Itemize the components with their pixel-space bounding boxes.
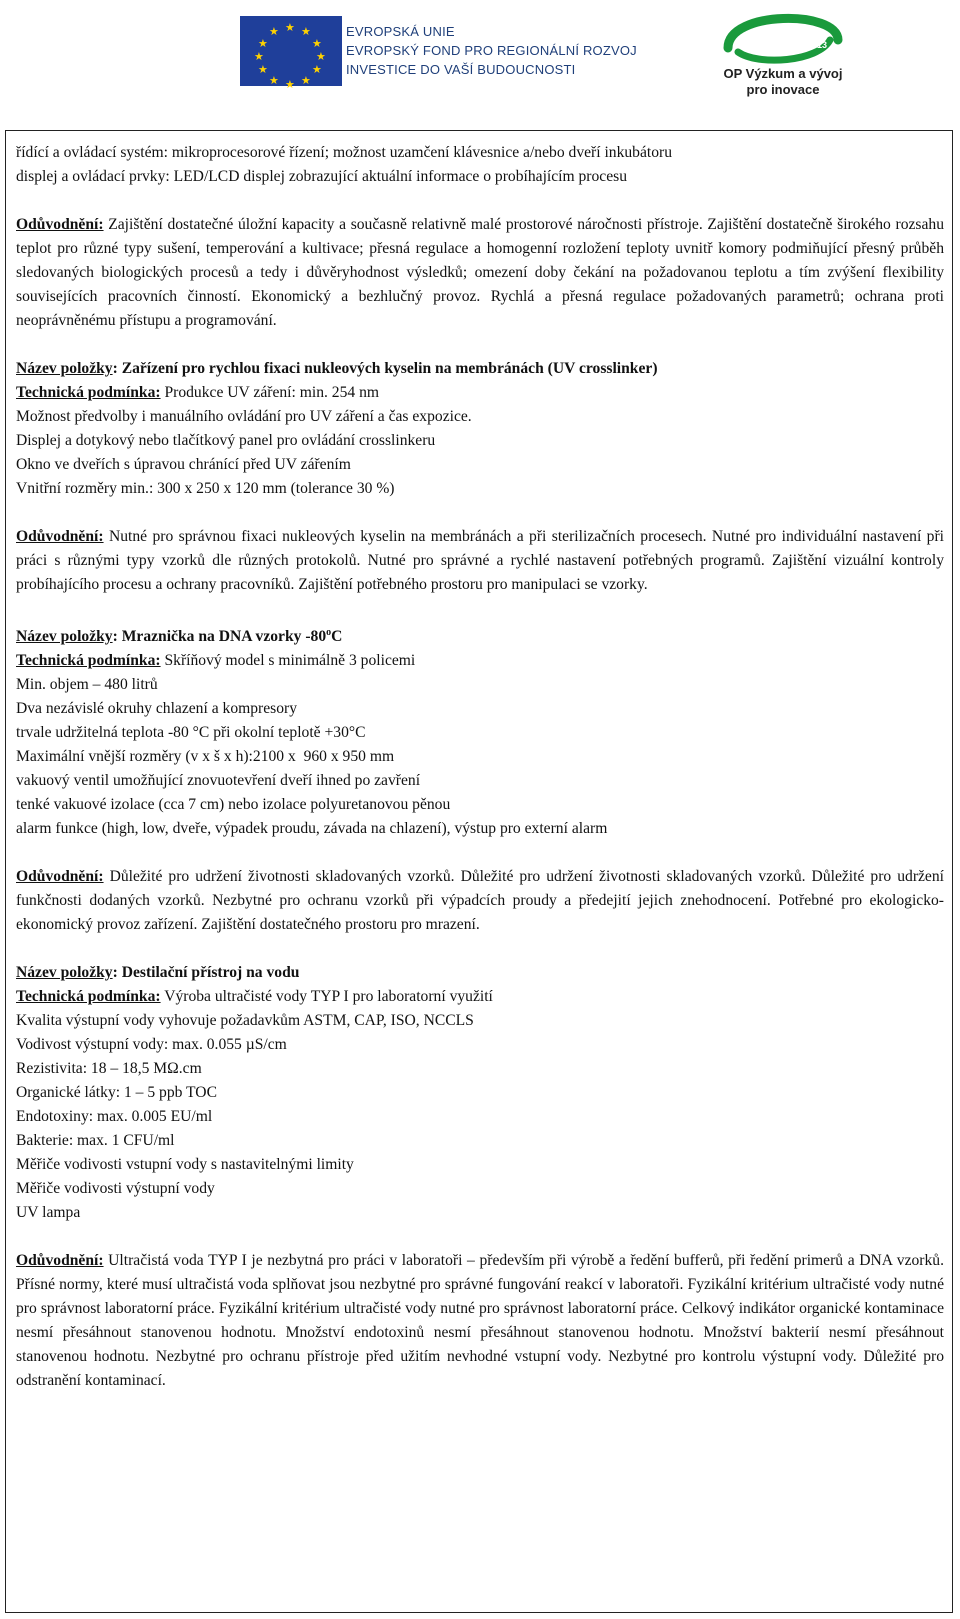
justification-text: Ultračistá voda TYP I je nezbytná pro práci v laboratoři – především při výrobě a ředění bufferů, při ředění primerů a DNA vzorků. Přísné normy, které musí ultračistá voda splňovat jsou nezbytné pro správné fungování reakcí v laboratoři. Fyzikální kritérium ultračisté vody nutné pro správnost laboratorní práce. Fyzikální kritérium ultračisté vody nutné pro správnost laboratorní práce. Celkový indikátor organické kontaminace nesmí přesáhnout stanovenou hodnotu. Množství endotoxinů nesmí přesáhnout stanovenou hodnotu. Množství bakterií nesmí přesáhnout stanovenou hodnotu. Nezbytné pro ochranu přístroje před užitím nevhodné vstupní vody. Nezbytné pro kontrolu výstupní vody. Důležité pro odstranění kontaminací. xyxy=(16,1252,944,1390)
condition-text: Výroba ultračisté vody TYP I pro laboratorní využití xyxy=(160,988,493,1006)
item-name-superscript: o xyxy=(326,627,332,638)
item-name-sep: : xyxy=(112,964,122,982)
spec-line: Maximální vnější rozměry (v x š x h):2100 x 960 x 950 mm xyxy=(16,748,395,766)
spec-line: Organické látky: 1 – 5 ppb TOC xyxy=(16,1084,217,1102)
item-name: Zařízení pro rychlou fixaci nukleových kyselin na membránách (UV crosslinker) xyxy=(121,360,658,377)
spec-line: Displej a dotykový nebo tlačítkový panel pro ovládání crosslinkeru xyxy=(16,432,436,449)
spec-line: Vodivost výstupní vody: max. 0.055 µS/cm xyxy=(16,1036,287,1054)
item-section xyxy=(16,961,944,1393)
spec-line: Rezistivita: 18 – 18,5 MΩ.cm xyxy=(16,1060,202,1078)
justification-label: Odůvodnění: xyxy=(16,216,104,233)
item-name-line xyxy=(16,621,944,649)
page-header xyxy=(0,0,960,120)
eu-flag-logo: ★ ★ ★ ★ ★ ★ ★ ★ ★ ★ ★ ★ xyxy=(240,16,342,86)
spec-line: Vnitřní rozměry min.: 300 x 250 x 120 mm (tolerance 30 %) xyxy=(16,480,395,497)
intro-justification xyxy=(16,213,944,333)
condition-text: Produkce UV záření: min. 254 nm xyxy=(160,384,379,401)
spec-line: Měřiče vodivosti vstupní vody s nastavitelnými limity xyxy=(16,1156,354,1174)
item-section xyxy=(16,621,944,937)
item-name: Mraznička na DNA vzorky -80 xyxy=(121,628,327,646)
eu-logo-line: EVROPSKÝ FOND PRO REGIONÁLNÍ ROZVOJ xyxy=(346,43,637,58)
spec-line: alarm funkce (high, low, dveře, výpadek proudu, závada na chlazení), výstup pro externí alarm xyxy=(16,820,608,838)
eu-logo-line: EVROPSKÁ UNIE xyxy=(346,24,455,39)
item-section xyxy=(16,357,944,597)
intro-line: displej a ovládací prvky: LED/LCD displej zobrazující aktuální informace o probíhajícím procesu xyxy=(16,168,628,185)
document-body xyxy=(16,141,944,1393)
spec-line: Min. objem – 480 litrů xyxy=(16,676,158,694)
justification-label: Odůvodnění: xyxy=(16,528,104,545)
spec-line: trvale udržitelná teplota -80 °C při okolní teplotě +30°C xyxy=(16,724,366,742)
item-justification xyxy=(16,865,944,937)
item-name-label: Název položky xyxy=(16,360,113,377)
item-justification xyxy=(16,1249,944,1393)
item-condition-line xyxy=(16,985,944,1009)
spec-line: tenké vakuové izolace (cca 7 cm) nebo izolace polyuretanovou pěnou xyxy=(16,796,451,814)
item-name-line xyxy=(16,357,944,381)
op-logo-years: 2007-13 xyxy=(794,40,828,50)
eu-logo-text xyxy=(346,22,637,79)
op-logo-text xyxy=(718,66,848,98)
item-name-sep: : xyxy=(112,360,122,377)
item-condition-line xyxy=(16,381,944,405)
item-name-label: Název položky xyxy=(16,628,113,646)
justification-label: Odůvodnění: xyxy=(16,868,104,886)
item-name-line xyxy=(16,961,944,985)
condition-label: Technická podmínka: xyxy=(16,384,161,401)
spec-line: Měřiče vodivosti výstupní vody xyxy=(16,1180,215,1198)
eu-logo-line: INVESTICE DO VAŠÍ BUDOUCNOSTI xyxy=(346,62,576,77)
spec-line: Bakterie: max. 1 CFU/ml xyxy=(16,1132,175,1150)
spec-line: Dva nezávislé okruhy chlazení a kompresory xyxy=(16,700,298,718)
intro-line: řídící a ovládací systém: mikroprocesorové řízení; možnost uzamčení klávesnice a/nebo dveří inkubátoru xyxy=(16,144,673,161)
item-name: Destilační přístroj na vodu xyxy=(121,964,300,982)
spec-line: vakuový ventil umožňující znovuotevření dveří ihned po zavření xyxy=(16,772,421,790)
item-name-label: Název položky xyxy=(16,964,113,982)
op-logo-line: pro inovace xyxy=(746,82,820,97)
item-name-sep: : xyxy=(112,628,122,646)
op-logo-line: OP Výzkum a vývoj xyxy=(723,66,843,81)
spec-line: Endotoxiny: max. 0.005 EU/ml xyxy=(16,1108,213,1126)
condition-text: Skříňový model s minimálně 3 policemi xyxy=(160,652,416,670)
spec-line: UV lampa xyxy=(16,1204,81,1222)
content-frame xyxy=(5,130,953,1613)
justification-text: Zajištění dostatečné úložní kapacity a současně relativně malé prostorové náročnosti přístroje. Zajištění dostatečně širokého rozsahu teplot pro různé typy sušení, temperování a kultivace; přesná regulace a homogenní rozložení teploty uvnitř komory podmiňující přesný průběh sledovaných biologických procesů a tedy i důvěryhodnost výsledků; omezení doby čekání na požadovanou teplotu a tím zvýšení flexibility souvisejících pracovních činností. Ekonomický a bezhlučný provoz. Rychlá a přesná regulace požadovaných parametrů; ochrana proti neoprávněnému přístupu a programování. xyxy=(16,216,944,329)
spec-line: Okno ve dveřích s úpravou chránící před UV zářením xyxy=(16,456,351,473)
item-justification xyxy=(16,525,944,597)
condition-label: Technická podmínka: xyxy=(16,988,161,1006)
item-name-suffix: C xyxy=(331,628,343,646)
condition-label: Technická podmínka: xyxy=(16,652,161,670)
justification-text: Nutné pro správnou fixaci nukleových kyselin na membránách a při sterilizačních procesech. Nutné pro individuální nastavení při práci s různými typy vzorků dle různých protokolů. Nutné pro správné a rychlé nastavení potřebných programů. Zajištění vizuální kontroly probíhajícího procesu a ochrany pracovníků. Zajištění potřebného prostoru pro manipulaci se vzorky. xyxy=(16,528,944,593)
item-condition-line xyxy=(16,649,944,673)
spec-line: Možnost předvolby i manuálního ovládání pro UV záření a čas expozice. xyxy=(16,408,472,425)
spec-line: Kvalita výstupní vody vyhovuje požadavkům ASTM, CAP, ISO, NCCLS xyxy=(16,1012,474,1030)
justification-text: Důležité pro udržení životnosti skladovaných vzorků. Důležité pro udržení životnosti skladovaných vzorků. Důležité pro udržení funkčnosti dodaných vzorků. Nezbytné pro ochranu vzorků při výpadcích proudy a předejití jejich znehodnocení. Potřebné pro ekologicko-ekonomický provoz zařízení. Zajištění dostatečného prostoru pro mrazení. xyxy=(16,868,944,934)
justification-label: Odůvodnění: xyxy=(16,1252,104,1270)
